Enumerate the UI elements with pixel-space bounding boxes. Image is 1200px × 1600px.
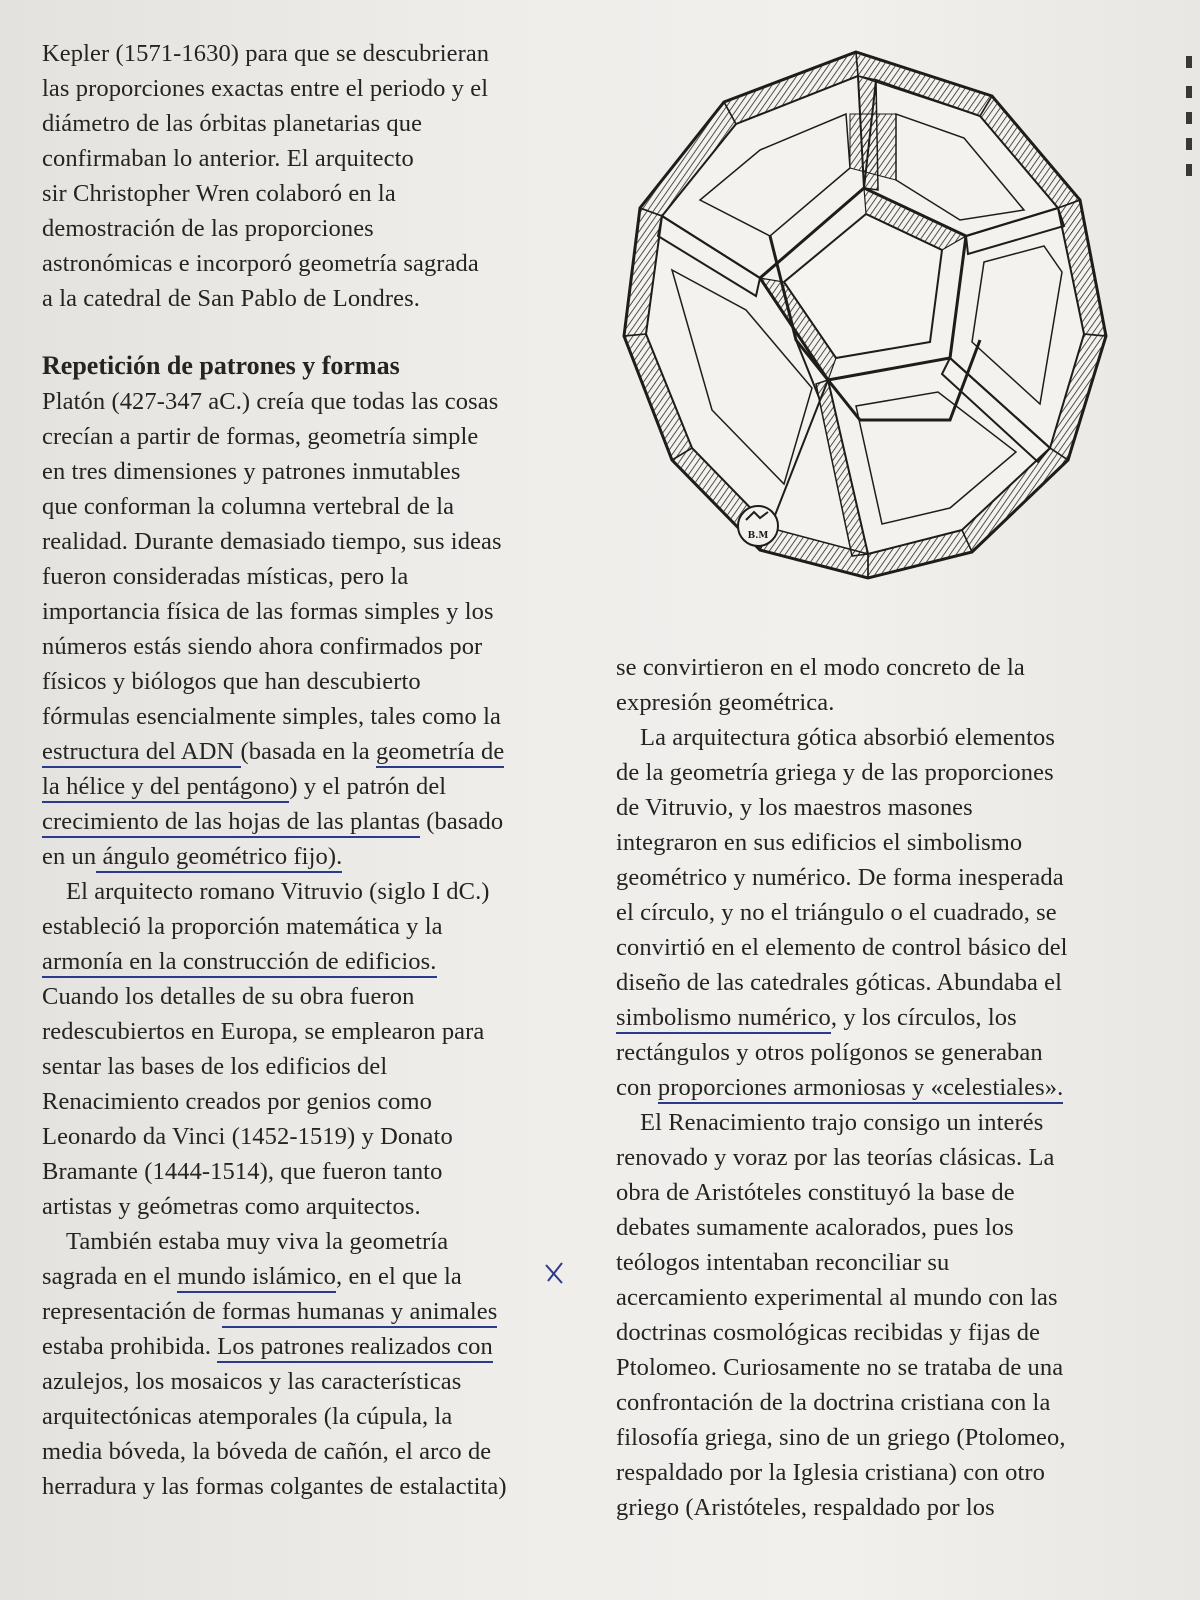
text-line: las proporciones exactas entre el periodo y el (42, 75, 489, 102)
text-line (42, 769, 602, 804)
text-segment: (basada en la (240, 738, 376, 765)
text-line: geométrico y numérico. De forma inesperada (616, 864, 1064, 891)
ink-underline: formas humanas y animales (222, 1298, 497, 1328)
text-line: diseño de las catedrales góticas. Abundaba el (616, 969, 1063, 996)
renaissance-paragraph (616, 1105, 1176, 1525)
text-line: azulejos, los mosaicos y las características (42, 1368, 462, 1395)
text-line: integraron en sus edificios el simbolismo (616, 829, 1023, 856)
text-line: El Renacimiento trajo consigo un interés (640, 1109, 1044, 1136)
text-line: redescubiertos en Europa, se emplearon para (42, 1018, 485, 1045)
stamp-text: B.M (747, 531, 769, 541)
text-line: También estaba muy viva la geometría (66, 1228, 449, 1255)
dodecahedron-engraving-icon (620, 40, 1120, 600)
ink-underline: estructura del ADN (42, 738, 241, 768)
text-line (616, 1070, 1176, 1105)
text-segment: representación de (42, 1298, 223, 1325)
text-line: Platón (427-347 aC.) creía que todas las cosas (42, 388, 499, 415)
text-line: importancia física de las formas simples y los (42, 598, 494, 625)
ink-underline: Los patrones realizados con (217, 1333, 493, 1363)
text-line: demostración de las proporciones (42, 215, 374, 242)
text-line: números estás siendo ahora confirmados por (42, 633, 483, 660)
text-line: Renacimiento creados por genios como (42, 1088, 433, 1115)
text-line: crecían a partir de formas, geometría simple (42, 423, 479, 450)
text-line: a la catedral de San Pablo de Londres. (42, 285, 420, 312)
text-line: herradura y las formas colgantes de estalactita) (42, 1473, 507, 1500)
text-segment: estaba prohibida. (42, 1333, 218, 1360)
text-line: se convirtieron en el modo concreto de la (616, 654, 1025, 681)
text-segment: sagrada en el (42, 1263, 178, 1290)
text-line: doctrinas cosmológicas recibidas y fijas de (616, 1319, 1041, 1346)
museum-stamp-icon (738, 506, 778, 546)
text-line: fueron consideradas místicas, pero la (42, 563, 409, 590)
ink-underline: ángulo geométrico fijo). (96, 843, 342, 873)
text-segment: con (616, 1074, 658, 1101)
ink-underline: geometría de (376, 738, 504, 768)
adjacent-page-mark (1186, 164, 1192, 176)
text-line: griego (Aristóteles, respaldado por los (616, 1494, 995, 1521)
text-line: Cuando los detalles de su obra fueron (42, 983, 415, 1010)
text-line (42, 1294, 602, 1329)
dodecahedron-figure (620, 40, 1120, 600)
ink-underline: la hélice y del pentágono (42, 773, 289, 803)
intro-paragraph (42, 36, 602, 316)
text-segment: en un (42, 843, 97, 870)
text-line: estableció la proporción matemática y la (42, 913, 443, 940)
section-heading: Repetición de patrones y formas (42, 351, 400, 380)
text-line: de Vitruvio, y los maestros masones (616, 794, 973, 821)
text-line: teólogos intentaban reconciliar su (616, 1249, 950, 1276)
text-line: expresión geométrica. (616, 689, 835, 716)
right-column (616, 650, 1176, 1525)
text-line: en tres dimensiones y patrones inmutables (42, 458, 461, 485)
ink-cross-mark-icon (540, 1259, 568, 1287)
text-line: La arquitectura gótica absorbió elementos (640, 724, 1055, 751)
text-line: filosofía griega, sino de un griego (Ptolomeo, (616, 1424, 1066, 1451)
text-line: arquitectónicas atemporales (la cúpula, la (42, 1403, 453, 1430)
adjacent-page-mark (1186, 56, 1192, 68)
text-line: media bóveda, la bóveda de cañón, el arco de (42, 1438, 492, 1465)
text-line: fórmulas esencialmente simples, tales como la (42, 703, 501, 730)
text-line: sentar las bases de los edificios del (42, 1053, 388, 1080)
text-line: confrontación de la doctrina cristiana con la (616, 1389, 1051, 1416)
left-column (42, 36, 602, 1504)
text-line (42, 944, 602, 979)
text-line: Ptolomeo. Curiosamente no se trataba de una (616, 1354, 1064, 1381)
text-line (42, 1329, 602, 1364)
text-line: convirtió en el elemento de control básico del (616, 934, 1068, 961)
text-segment: ) y el patrón del (289, 773, 447, 800)
text-line (42, 839, 602, 874)
right-paragraph-continuation (616, 650, 1176, 720)
ink-underline: mundo islámico (177, 1263, 336, 1293)
text-line: El arquitecto romano Vitruvio (siglo I dC.) (66, 878, 490, 905)
text-line (616, 1000, 1176, 1035)
text-line: debates sumamente acalorados, pues los (616, 1214, 1014, 1241)
text-line: Bramante (1444-1514), que fueron tanto (42, 1158, 443, 1185)
gothic-paragraph (616, 720, 1176, 1105)
text-line: astronómicas e incorporó geometría sagrada (42, 250, 479, 277)
text-segment: , en el que la (336, 1263, 462, 1290)
text-line (42, 1259, 602, 1294)
text-line: diámetro de las órbitas planetarias que (42, 110, 423, 137)
ink-underline: proporciones armoniosas y «celestiales». (658, 1074, 1063, 1104)
text-line: físicos y biólogos que han descubierto (42, 668, 421, 695)
text-segment: (basado (420, 808, 504, 835)
vitruvius-paragraph (42, 874, 602, 1224)
text-line: artistas y geómetras como arquitectos. (42, 1193, 421, 1220)
text-line: de la geometría griega y de las proporciones (616, 759, 1054, 786)
islamic-paragraph (42, 1224, 602, 1504)
text-line: Leonardo da Vinci (1452-1519) y Donato (42, 1123, 453, 1150)
ink-underline: simbolismo numérico (616, 1004, 831, 1034)
adjacent-page-mark (1186, 138, 1192, 150)
text-line: que conforman la columna vertebral de la (42, 493, 455, 520)
text-line: rectángulos y otros polígonos se generaban (616, 1039, 1043, 1066)
ink-underline: crecimiento de las hojas de las plantas (42, 808, 420, 838)
text-line (42, 734, 602, 769)
adjacent-page-mark (1186, 86, 1192, 98)
text-line: confirmaban lo anterior. El arquitecto (42, 145, 414, 172)
plato-paragraph (42, 384, 602, 874)
text-segment: , y los círculos, los (830, 1004, 1017, 1031)
text-line: obra de Aristóteles constituyó la base de (616, 1179, 1015, 1206)
text-line: sir Christopher Wren colaboró en la (42, 180, 396, 207)
ink-underline: armonía en la construcción de edificios. (42, 948, 437, 978)
adjacent-page-mark (1186, 112, 1192, 124)
text-line: realidad. Durante demasiado tiempo, sus ideas (42, 528, 502, 555)
text-line: acercamiento experimental al mundo con las (616, 1284, 1058, 1311)
text-line: respaldado por la Iglesia cristiana) con otro (616, 1459, 1046, 1486)
text-line: Kepler (1571-1630) para que se descubrieran (42, 40, 490, 67)
text-line: el círculo, y no el triángulo o el cuadrado, se (616, 899, 1057, 926)
text-line (42, 804, 602, 839)
text-line: renovado y voraz por las teorías clásicas. La (616, 1144, 1055, 1171)
